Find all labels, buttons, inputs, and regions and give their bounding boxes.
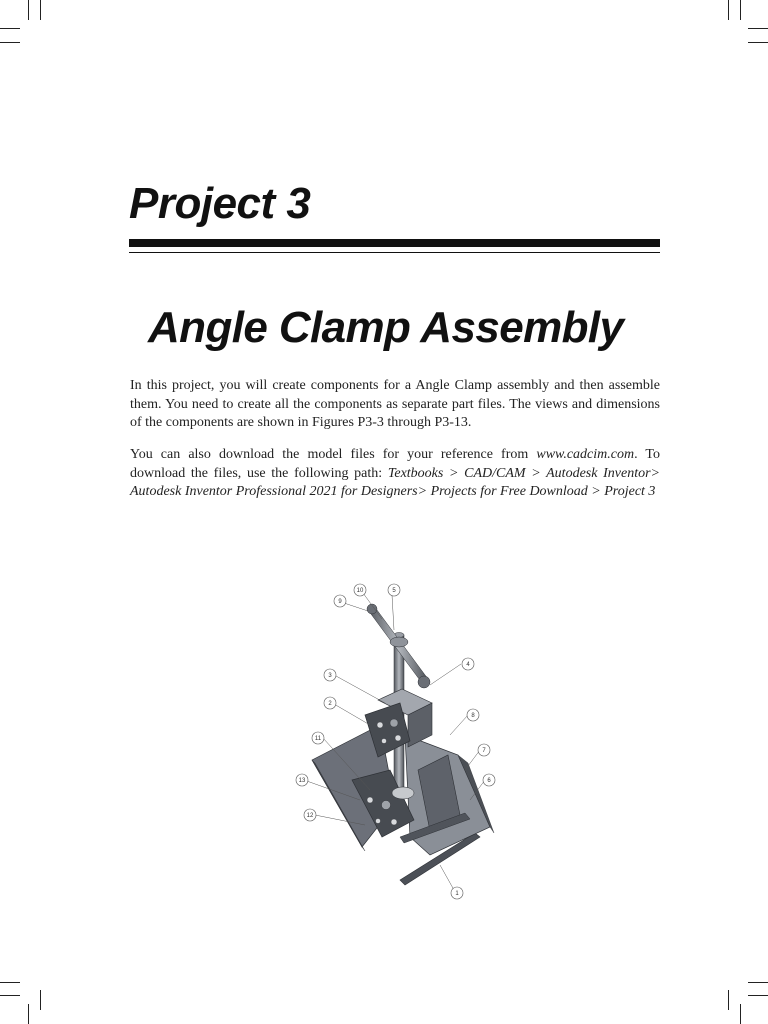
crop-mark xyxy=(0,995,20,996)
crop-mark xyxy=(740,0,741,20)
callout-label: 10 xyxy=(356,588,364,594)
download-path: Textbooks > CAD/CAM > Autodesk Inventor> Autodesk Inventor Professional 2021 for Designers> Projects for Free Download > Project 3 xyxy=(130,465,660,499)
callout-label: 13 xyxy=(298,778,306,784)
crop-mark xyxy=(0,42,20,43)
pad-hole xyxy=(377,722,383,728)
callout-label: 11 xyxy=(314,736,322,742)
pad-hole xyxy=(367,797,373,803)
callout-label: 4 xyxy=(466,662,470,668)
chapter-title: Angle Clamp Assembly xyxy=(148,303,624,352)
crop-mark xyxy=(0,28,20,29)
project-title: Project 3 xyxy=(129,179,311,228)
crop-mark xyxy=(40,990,41,1010)
pad-hole xyxy=(391,819,397,825)
download-text-middle: . To download the files, use the following path: xyxy=(130,447,661,481)
handle-knob-right xyxy=(418,676,430,688)
callout-label: 9 xyxy=(338,599,342,605)
crop-mark xyxy=(40,0,41,20)
pad-hole xyxy=(376,819,381,824)
crop-mark xyxy=(748,995,768,996)
crop-mark xyxy=(0,982,20,983)
crop-mark xyxy=(748,28,768,29)
pad-hole xyxy=(390,719,398,727)
callout-label: 7 xyxy=(482,748,486,754)
crop-mark xyxy=(740,1004,741,1024)
callout-label: 1 xyxy=(455,891,459,897)
callout-label: 5 xyxy=(392,588,396,594)
pad-hole xyxy=(395,735,401,741)
intro-paragraph: In this project, you will create components for a Angle Clamp assembly and then assemble them. You need to create all the components as separate part files. The views and dimensions of the components are shown in Figures P3-3 through P3-13. xyxy=(130,378,660,430)
pad-hole xyxy=(382,739,387,744)
crop-mark xyxy=(728,0,729,20)
crop-mark xyxy=(28,0,29,20)
website-link[interactable]: www.cadcim.com xyxy=(536,447,635,462)
title-rule-thin xyxy=(129,252,660,253)
crop-mark xyxy=(728,990,729,1010)
handle-hub xyxy=(390,637,408,647)
download-paragraph xyxy=(130,446,660,502)
callout-label: 6 xyxy=(487,778,491,784)
callout-label: 8 xyxy=(471,713,475,719)
download-text: You can also download the model files for your reference from xyxy=(130,447,537,462)
title-rule-thick xyxy=(129,239,660,247)
crop-mark xyxy=(28,1004,29,1024)
crop-mark xyxy=(748,982,768,983)
angle-clamp-figure xyxy=(290,575,510,905)
callout-label: 2 xyxy=(328,701,332,707)
callout-label: 3 xyxy=(328,673,332,679)
callout-label: 12 xyxy=(306,813,314,819)
crop-mark xyxy=(748,42,768,43)
lower-collar xyxy=(392,787,414,799)
pad-hole xyxy=(382,801,391,810)
